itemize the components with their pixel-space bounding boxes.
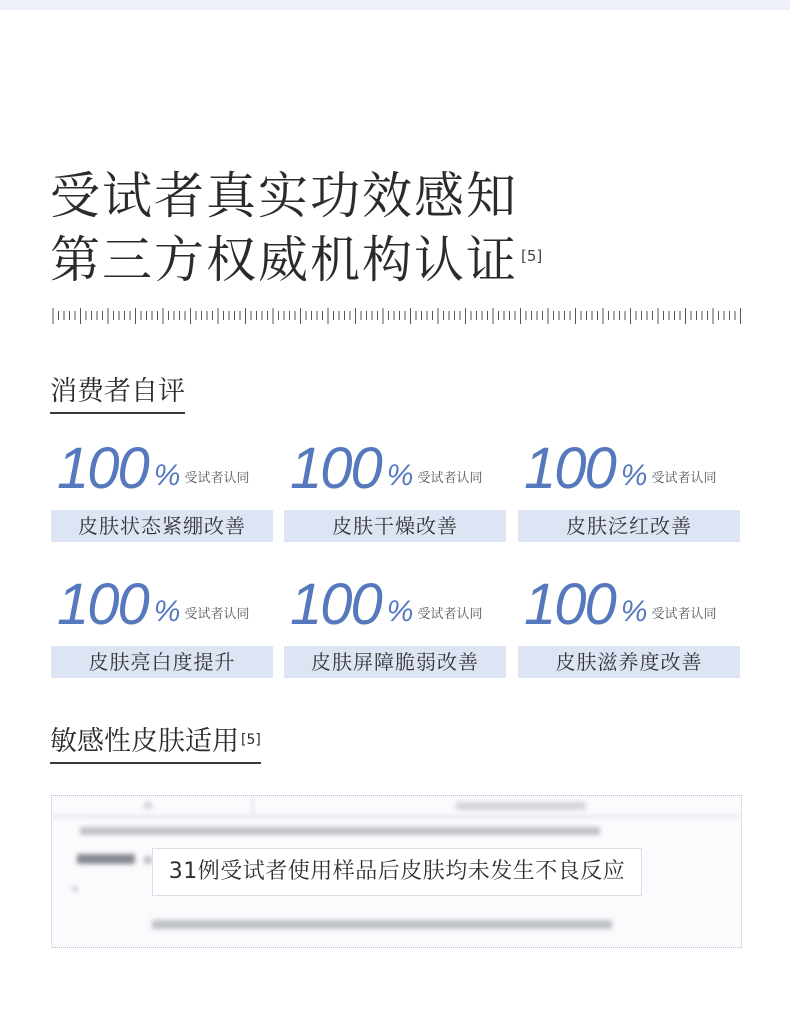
blurred-text-line [144,856,152,864]
sensitive-skin-reference-mark: [5] [241,732,261,748]
stat-note: 受试者认同 [651,607,717,622]
test-report-excerpt [51,795,742,948]
consumer-self-evaluation-heading-text: 消费者自评 [50,376,185,407]
stat-value: 100 [524,436,615,501]
no-adverse-reaction-notice: 31例受试者使用样品后皮肤均未发生不良反应 [152,848,642,896]
stat-card [284,437,506,547]
stat-label: 皮肤状态紧绷改善 [51,510,273,542]
blurred-text-line [456,802,586,810]
stat-card [51,573,273,683]
blurred-text-line [77,854,135,864]
stat-card [284,573,506,683]
stat-card [51,437,273,547]
stat-percent-sign: % [386,595,414,628]
stat-value-row [290,437,482,501]
stat-percent-sign: % [153,595,181,628]
title-line-1-text: 受试者真实功效感知 [50,167,518,225]
stat-note: 受试者认同 [417,471,483,486]
stat-value: 100 [290,572,381,637]
stat-label: 皮肤亮白度提升 [51,646,273,678]
blurred-text-line [72,886,78,892]
sensitive-skin-heading [50,724,261,764]
stat-value-row [57,573,249,637]
stat-value: 100 [57,572,148,637]
stat-value: 100 [290,436,381,501]
blurred-text-line [144,802,152,809]
stat-value-row [524,573,716,637]
stat-label: 皮肤屏障脆弱改善 [284,646,506,678]
stat-percent-sign: % [153,459,181,492]
stat-percent-sign: % [386,459,414,492]
page-title-line-1 [50,166,518,226]
top-band [0,0,790,10]
stat-percent-sign: % [620,595,648,628]
stat-value-row [290,573,482,637]
blurred-text-line [80,827,600,835]
stat-percent-sign: % [620,459,648,492]
stat-value-row [524,437,716,501]
stat-note: 受试者认同 [184,471,250,486]
report-table-header [52,796,741,817]
stat-note: 受试者认同 [184,607,250,622]
title-reference-mark: [5] [521,247,543,265]
stat-label: 皮肤干燥改善 [284,510,506,542]
stat-card [518,437,740,547]
stat-note: 受试者认同 [417,607,483,622]
stat-note: 受试者认同 [651,471,717,486]
page-title-line-2 [50,230,542,290]
stat-label: 皮肤泛红改善 [518,510,740,542]
stat-value: 100 [524,572,615,637]
title-line-2-text: 第三方权威机构认证 [50,231,518,289]
blurred-text-line [152,920,612,929]
stat-value-row [57,437,249,501]
stat-card [518,573,740,683]
consumer-self-evaluation-heading [50,374,185,414]
stat-value: 100 [57,436,148,501]
sensitive-skin-heading-text: 敏感性皮肤适用 [50,726,239,757]
ruler-divider [52,306,742,326]
stat-label: 皮肤滋养度改善 [518,646,740,678]
report-table-divider [252,796,253,816]
